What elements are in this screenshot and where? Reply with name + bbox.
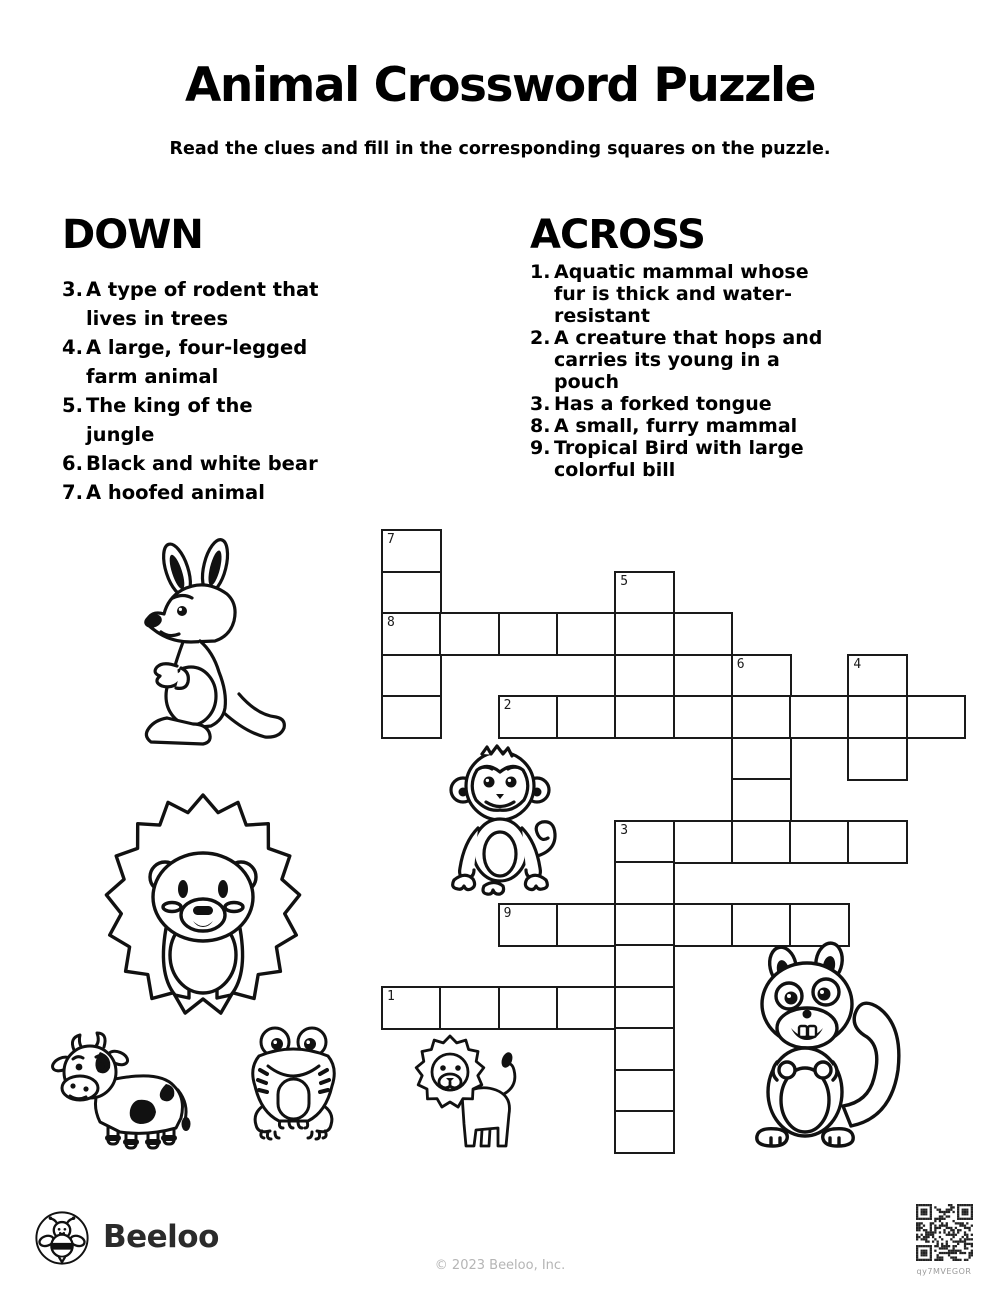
clue-number: 3. [62, 278, 83, 301]
qr-code-block [913, 1204, 975, 1276]
cell-number: 9 [503, 905, 512, 921]
clue-number: 1. [530, 261, 551, 283]
clue-number: 5. [62, 394, 83, 417]
clue-number: 2. [530, 327, 551, 349]
clue-text: A hoofed animal [86, 481, 265, 504]
clue-text: A large, four-legged farm animal [86, 336, 308, 388]
grid-cell[interactable] [906, 695, 967, 739]
grid-cell[interactable] [673, 695, 734, 739]
copyright-text: © 2023 Beeloo, Inc. [434, 1258, 566, 1273]
clue-number: 3. [530, 393, 551, 415]
cell-number: 3 [620, 822, 629, 838]
clue-number: 4. [62, 336, 83, 359]
page-subtitle: Read the clues and fill in the corresponding squares on the puzzle. [169, 139, 831, 159]
grid-cell[interactable] [381, 986, 442, 1030]
lion-illustration [412, 1024, 524, 1154]
grid-cell[interactable] [673, 612, 734, 656]
grid-cell[interactable] [614, 1027, 675, 1071]
clue-text: A small, furry mammal [554, 415, 798, 437]
grid-cell[interactable] [381, 654, 442, 698]
grid-cell[interactable] [498, 903, 559, 947]
grid-cell[interactable] [789, 820, 850, 864]
grid-cell[interactable] [498, 986, 559, 1030]
grid-cell[interactable] [614, 695, 675, 739]
grid-cell[interactable] [614, 571, 675, 615]
grid-cell[interactable] [381, 695, 442, 739]
grid-cell[interactable] [847, 654, 908, 698]
grid-cell[interactable] [614, 944, 675, 988]
across-heading: ACROSS [530, 212, 705, 258]
grid-cell[interactable] [439, 986, 500, 1030]
grid-cell[interactable] [731, 778, 792, 822]
page-title: Animal Crossword Puzzle [184, 58, 816, 113]
grid-cell[interactable] [614, 903, 675, 947]
grid-cell[interactable] [614, 1069, 675, 1113]
clue-text: A creature that hops and carries its young in a pouch [554, 327, 823, 393]
monkey-illustration [436, 740, 572, 898]
qr-code [916, 1204, 973, 1261]
grid-cell[interactable] [381, 529, 442, 573]
grid-cell[interactable] [731, 820, 792, 864]
grid-cell[interactable] [498, 695, 559, 739]
clue-number: 6. [62, 452, 83, 475]
grid-cell[interactable] [847, 737, 908, 781]
clue-text: Black and white bear [86, 452, 318, 475]
grid-cell[interactable] [556, 903, 617, 947]
cow-illustration [50, 1022, 192, 1156]
grid-cell[interactable] [614, 861, 675, 905]
grid-cell[interactable] [673, 820, 734, 864]
kangaroo-illustration [115, 536, 290, 764]
grid-cell[interactable] [614, 654, 675, 698]
clue-text: The king of the jungle [86, 394, 253, 446]
cell-number: 6 [736, 656, 745, 672]
grid-cell[interactable] [731, 654, 792, 698]
cell-number: 4 [853, 656, 862, 672]
grid-cell[interactable] [614, 612, 675, 656]
frog-illustration [246, 1024, 341, 1144]
grid-cell[interactable] [847, 695, 908, 739]
grid-cell[interactable] [381, 612, 442, 656]
cell-number: 7 [387, 532, 395, 547]
grid-cell[interactable] [614, 1110, 675, 1154]
cell-number: 8 [387, 615, 395, 630]
grid-cell[interactable] [731, 695, 792, 739]
cell-number: 1 [387, 988, 395, 1004]
clue-number: 8. [530, 415, 551, 437]
brand-name: Beeloo [103, 1219, 219, 1255]
grid-cell[interactable] [498, 612, 559, 656]
clue-number: 7. [62, 481, 83, 504]
clue-text: Has a forked tongue [554, 393, 772, 415]
grid-cell[interactable] [439, 612, 500, 656]
clue-text: Tropical Bird with large colorful bill [554, 437, 804, 481]
cell-number: 2 [503, 698, 512, 713]
grid-cell[interactable] [847, 820, 908, 864]
squirrel-illustration [733, 940, 915, 1156]
down-heading: DOWN [62, 212, 203, 258]
clue-text: A type of rodent that lives in trees [86, 278, 319, 330]
grid-cell[interactable] [556, 612, 617, 656]
grid-cell[interactable] [731, 737, 792, 781]
grid-cell[interactable] [556, 695, 617, 739]
qr-code-label: qy7MVEGOR [916, 1267, 972, 1276]
grid-cell[interactable] [614, 986, 675, 1030]
grid-cell[interactable] [673, 903, 734, 947]
grid-cell[interactable] [381, 571, 442, 615]
grid-cell[interactable] [614, 820, 675, 864]
cell-number: 5 [620, 573, 629, 589]
hedgehog-illustration [103, 783, 303, 1015]
grid-cell[interactable] [789, 695, 850, 739]
clue-number: 9. [530, 437, 551, 459]
clue-text: Aquatic mammal whose fur is thick and water-resistant [554, 261, 809, 327]
grid-cell[interactable] [556, 986, 617, 1030]
